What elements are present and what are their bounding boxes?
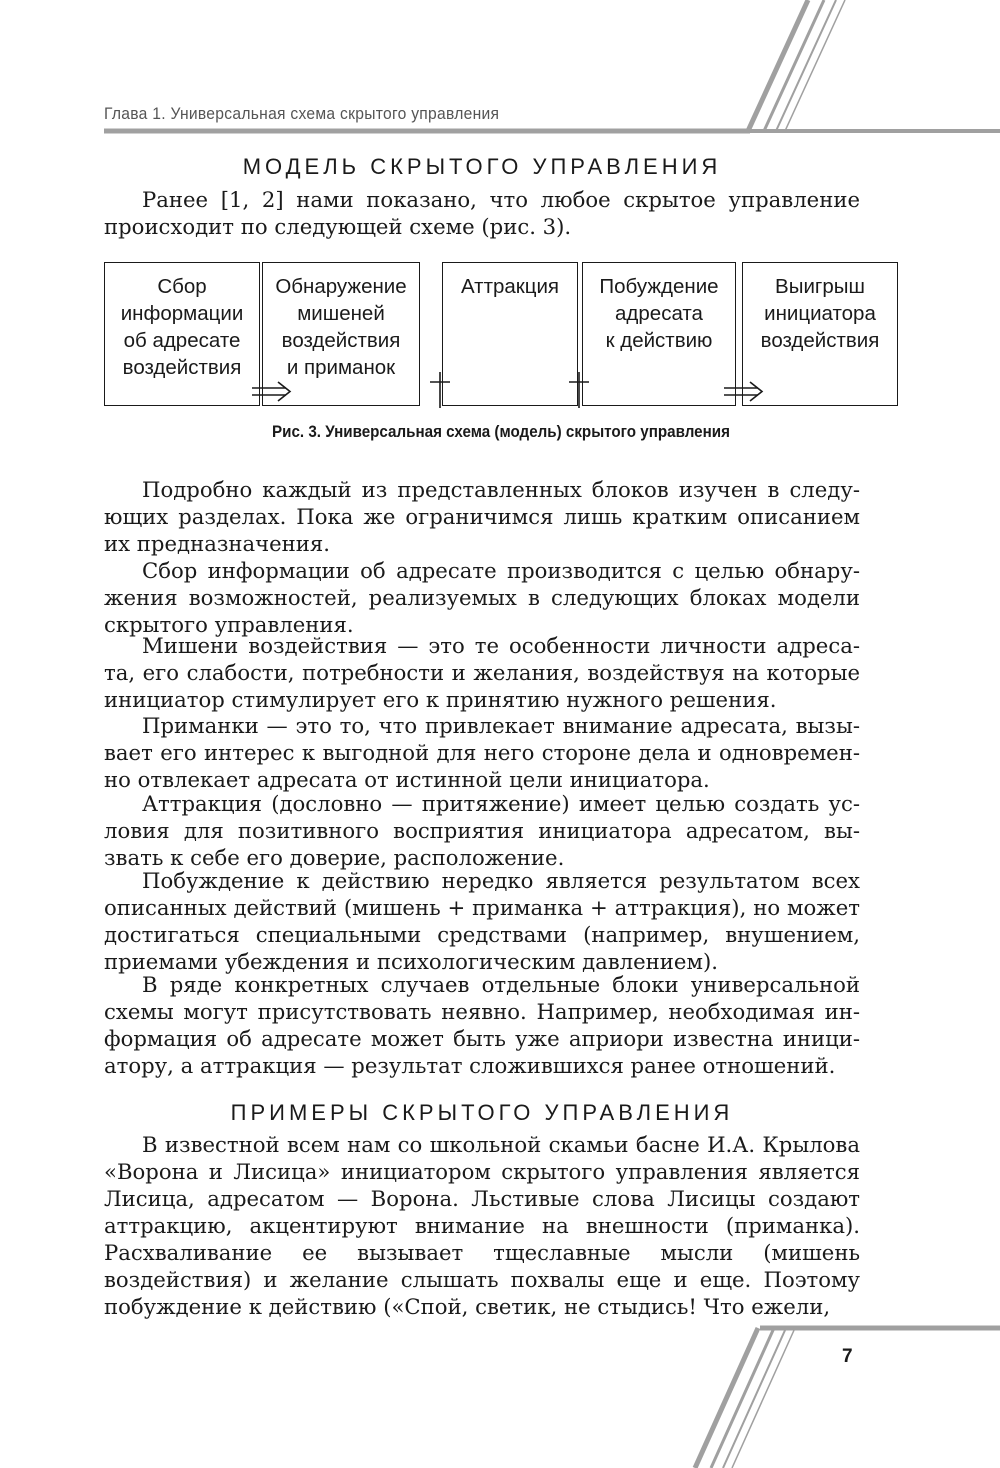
figure-universal-scheme xyxy=(104,262,898,408)
paragraph-attraction: Аттракция (дословно — притяжение) имеет целью создать условия для позитивного восприятия инициатора адресатом, вызвать к себе его доверие, расположение. xyxy=(104,791,860,870)
plus-connector-2 xyxy=(569,372,589,408)
paragraph-motivation: Побуждение к действию нередко является результатом всех описанных действий (мишень + приманка + аттракция), но может достигаться специальными средствами (например, внушением, приемами убеждения и психологическим давлением). xyxy=(104,868,860,974)
block-targets-detection: Обнаружение мишеней воздействия и приманок xyxy=(262,262,420,406)
block-initiator-gain: Выигрыш инициатора воздействия xyxy=(742,262,898,406)
section-title-model: МОДЕЛЬ СКРЫТОГО УПРАВЛЕНИЯ xyxy=(242,154,722,179)
paragraph-baits: Приманки — это то, что привлекает внимание адресата, вызывает его интерес к выгодной для него стороне дела и одновременно отвлекает адресата от истинной цели инициатора. xyxy=(104,713,860,792)
plus-connector-1 xyxy=(430,372,450,408)
figure-caption: Рис. 3. Универсальная схема (модель) скрытого управления xyxy=(272,423,730,441)
paragraph-targets: Мишени воздействия — это те особенности личности адресата, его слабости, потребности и желания, воздействуя на которые инициатор стимулирует его к принятию нужного решения. xyxy=(104,633,860,712)
paragraph-blocks-overview: Подробно каждый из представленных блоков изучен в следующих разделах. Пока же ограничимся лишь кратким описанием их предназначения. xyxy=(104,477,860,556)
block-attraction: Аттракция xyxy=(442,262,578,406)
block-motivation: Побуждение адресата к действию xyxy=(582,262,736,406)
block-info-collection: Сбор информации об адресате воздействия xyxy=(104,262,260,406)
paragraph-implicit-blocks: В ряде конкретных случаев отдельные блоки универсальной схемы могут присутствовать неявно. Например, необходимая информация об адресате может быть уже априори известна инициатору, а аттракция — результат сложившихся ранее отношений. xyxy=(104,972,860,1078)
running-head: Глава 1. Универсальная схема скрытого управления xyxy=(104,104,500,123)
arrow-connector-2 xyxy=(724,382,762,401)
intro-paragraph: Ранее [1, 2] нами показано, что любое скрытое управление происходит по следующей схеме (рис. 3). xyxy=(104,187,860,239)
page-number: 7 xyxy=(842,1346,853,1367)
paragraph-fable-example: В известной всем нам со школьной скамьи басне И.А. Крылова «Ворона и Лисица» инициатором скрытого управления является Лисица, адресатом — Ворона. Льстивые слова Лисицы создают аттракцию, акцентируют внимание на внешности (приманка). Расхваливание ее вызывает тщеславные мысли (мишень воздействия) и желание слышать похвалы еще и еще. Поэтому побуждение к действию («Спой, светик, не стыдись! Что ежели, xyxy=(104,1132,860,1319)
section-title-examples: ПРИМЕРЫ СКРЫТОГО УПРАВЛЕНИЯ xyxy=(230,1100,734,1125)
paragraph-info-collection: Сбор информации об адресате производится с целью обнаружения возможностей, реализуемых в следующих блоках модели скрытого управления. xyxy=(104,558,860,637)
figure-connectors xyxy=(104,262,898,408)
arrow-connector-1 xyxy=(252,382,290,401)
